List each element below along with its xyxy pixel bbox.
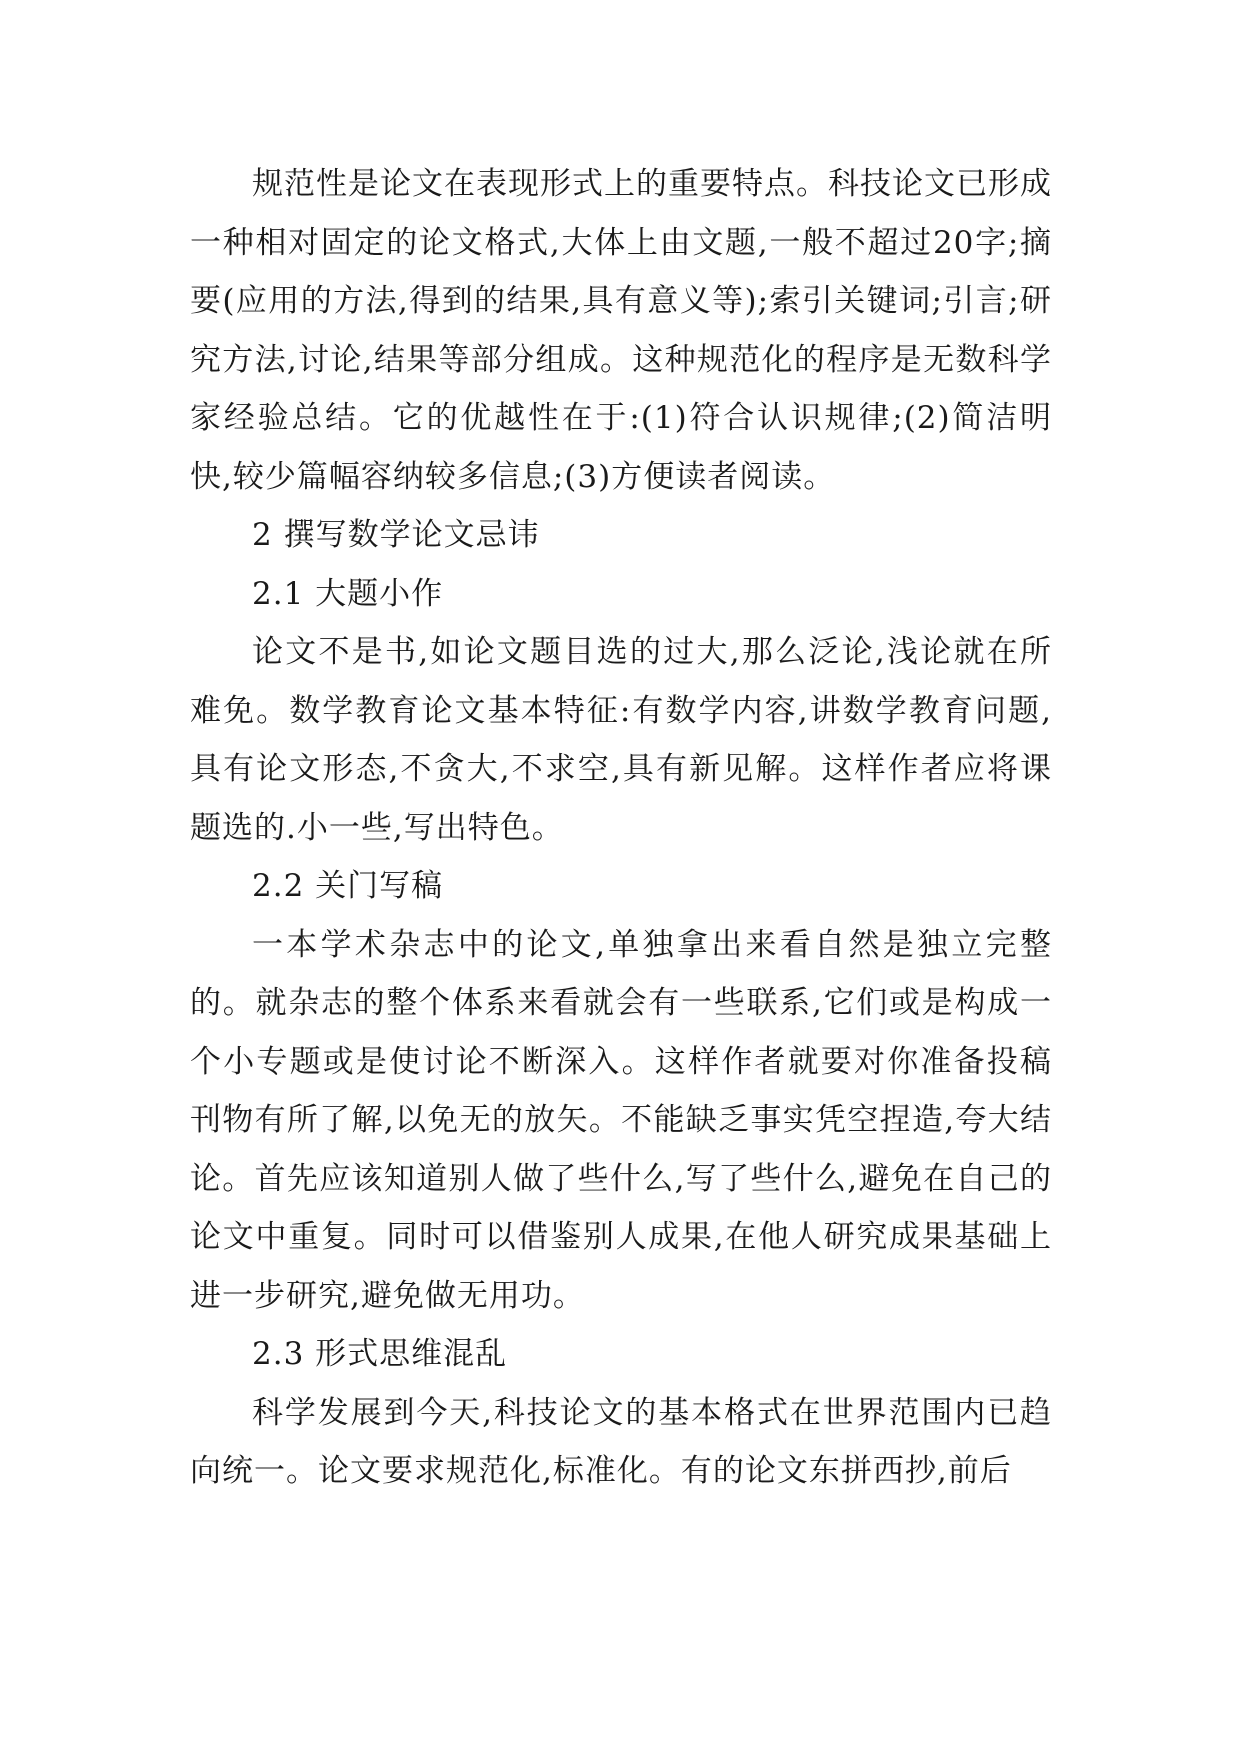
section-heading-2: 2 撰写数学论文忌讳 — [252, 517, 540, 553]
document-page — [190, 155, 1052, 1501]
subsection-heading-2-2: 2.2 关门写稿 — [252, 868, 444, 904]
subsection-heading-2-3: 2.3 形式思维混乱 — [252, 1336, 508, 1372]
paragraph-topic-size: 论文不是书,如论文题目选的过大,那么泛论,浅论就在所难免。数学教育论文基本特征:有数学内容,讲数学教育问题,具有论文形态,不贪大,不求空,具有新见解。这样作者应将课题选的.小一些,写出特色。 — [190, 634, 1052, 846]
paragraph-format-confusion: 科学发展到今天,科技论文的基本格式在世界范围内已趋向统一。论文要求规范化,标准化。有的论文东拼西抄,前后 — [190, 1394, 1052, 1489]
paragraph-closed-writing: 一本学术杂志中的论文,单独拿出来看自然是独立完整的。就杂志的整个体系来看就会有一些联系,它们或是构成一个小专题或是使讨论不断深入。这样作者就要对你准备投稿刊物有所了解,以免无的放矢。不能缺乏事实凭空捏造,夸大结论。首先应该知道别人做了些什么,写了些什么,避免在自己的 论文中重复。同时可以借鉴别人成果,在他人研究成果基础上进一步研究,避免做无用功。 — [190, 926, 1052, 1314]
paragraph-format-standards: 规范性是论文在表现形式上的重要特点。科技论文已形成一种相对固定的论文格式,大体上由文题,一般不超过20字;摘要(应用的方法,得到的结果,具有意义等);索引关键词;引言;研究方法,讨论,结果等部分组成。这种规范化的程序是无数科学家经验总结。它的优越性在于:(1)符合认识规律;(2)简洁明快,较少篇幅容纳较多信息;(3)方便读者阅读。 — [190, 166, 1052, 495]
subsection-heading-2-1: 2.1 大题小作 — [252, 575, 444, 612]
